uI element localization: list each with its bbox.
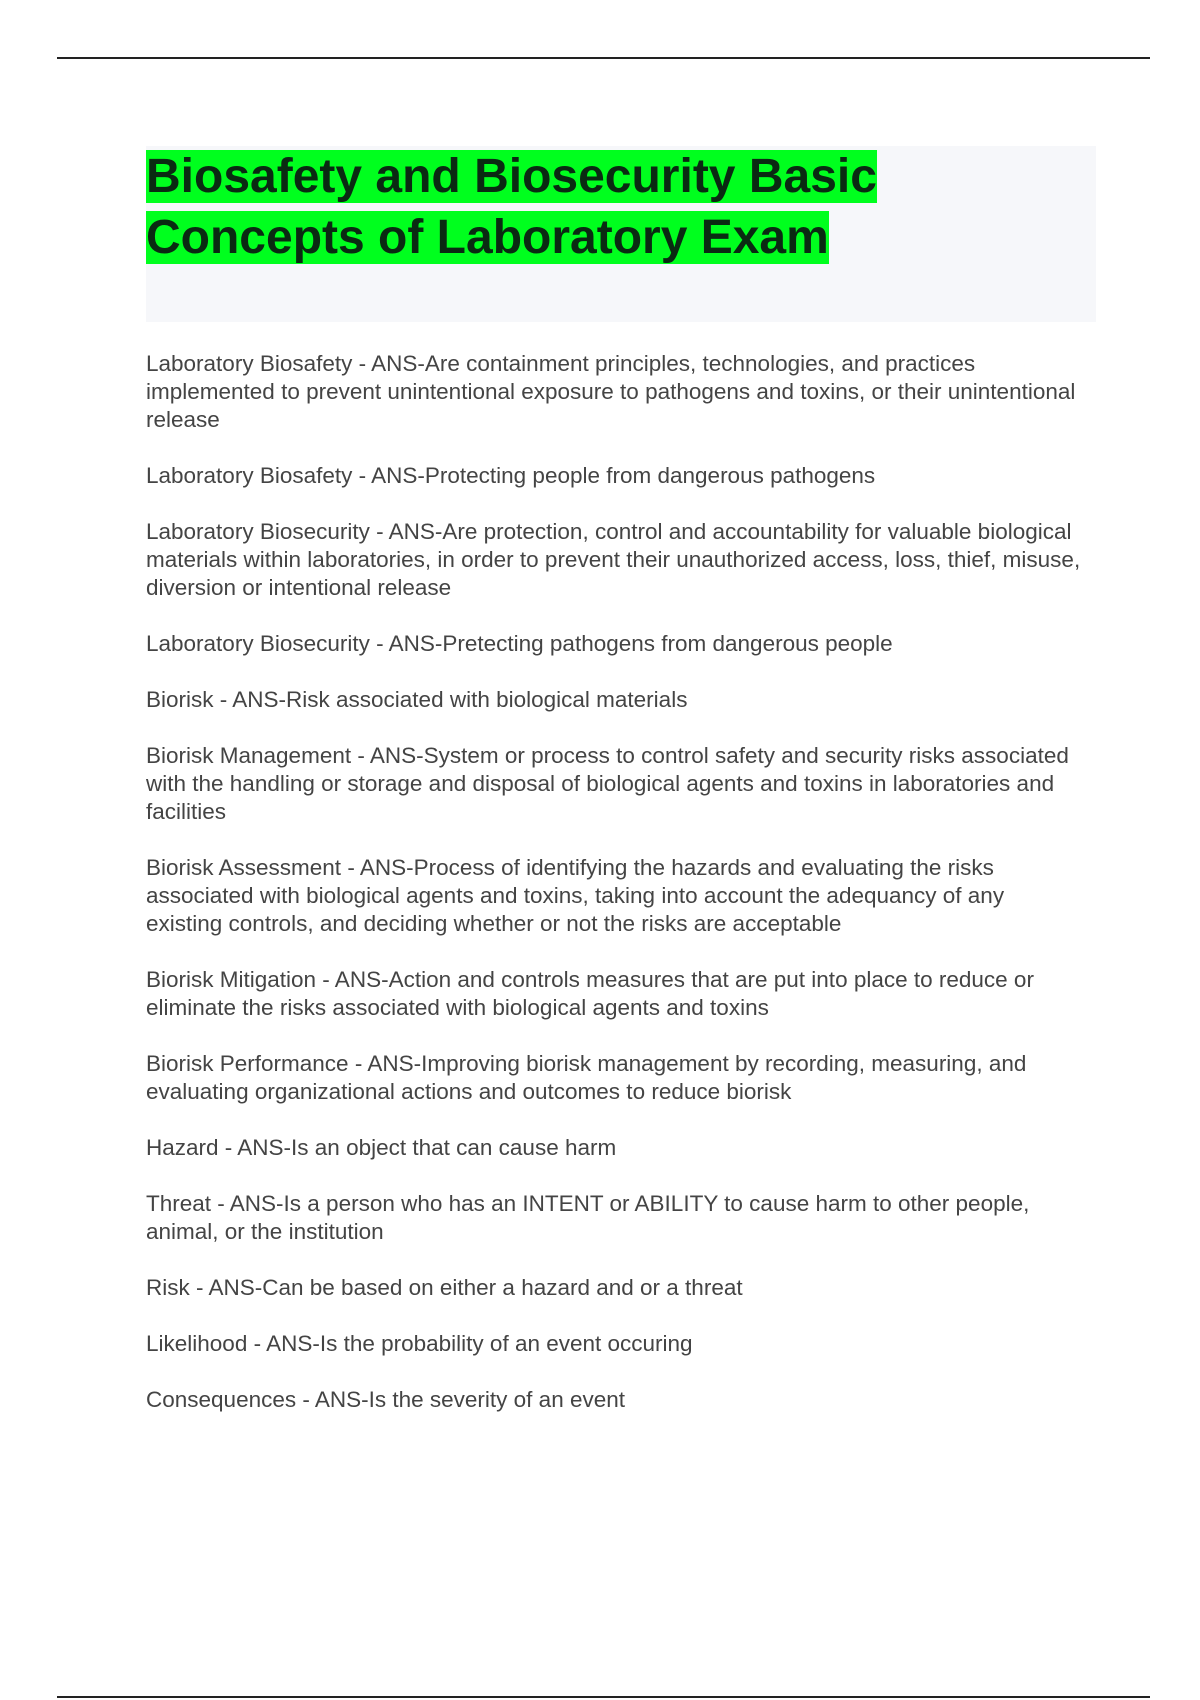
qa-list: [146, 350, 1086, 1442]
header-rule: [57, 57, 1150, 59]
qa-entry: Laboratory Biosecurity - ANS-Pretecting pathogens from dangerous people: [146, 631, 893, 656]
qa-entry: Biorisk - ANS-Risk associated with biological materials: [146, 687, 688, 712]
qa-entry: Laboratory Biosecurity - ANS-Are protection, control and accountability for valuable biological materials within laboratories, in order to prevent their unauthorized access, loss, thief, misuse, diversion or intentional release: [146, 519, 1081, 600]
qa-entry: Likelihood - ANS-Is the probability of an event occuring: [146, 1331, 693, 1356]
qa-entry: Biorisk Management - ANS-System or process to control safety and security risks associated with the handling or storage and disposal of biological agents and toxins in laboratories and facilities: [146, 743, 1069, 824]
document-title: [146, 146, 1096, 268]
qa-entry: Laboratory Biosafety - ANS-Are containment principles, technologies, and practices implemented to prevent unintentional exposure to pathogens and toxins, or their unintentional release: [146, 351, 1076, 432]
qa-entry: Consequences - ANS-Is the severity of an event: [146, 1387, 626, 1412]
title-block: [146, 146, 1096, 322]
qa-entry: Biorisk Performance - ANS-Improving biorisk management by recording, measuring, and evaluating organizational actions and outcomes to reduce biorisk: [146, 1051, 1027, 1104]
qa-entry: Risk - ANS-Can be based on either a hazard and or a threat: [146, 1275, 743, 1300]
qa-entry: Hazard - ANS-Is an object that can cause harm: [146, 1135, 617, 1160]
title-highlight: Biosafety and Biosecurity Basic Concepts of Laboratory Exam: [146, 150, 877, 264]
qa-entry: Biorisk Assessment - ANS-Process of identifying the hazards and evaluating the risks associated with biological agents and toxins, taking into account the adequancy of any existing controls, and deciding whether or not the risks are acceptable: [146, 855, 1005, 936]
qa-entry: Laboratory Biosafety - ANS-Protecting people from dangerous pathogens: [146, 463, 876, 488]
footer-rule: [57, 1696, 1150, 1698]
qa-entry: Threat - ANS-Is a person who has an INTENT or ABILITY to cause harm to other people, animal, or the institution: [146, 1191, 1030, 1244]
qa-entry: Biorisk Mitigation - ANS-Action and controls measures that are put into place to reduce or eliminate the risks associated with biological agents and toxins: [146, 967, 1034, 1020]
